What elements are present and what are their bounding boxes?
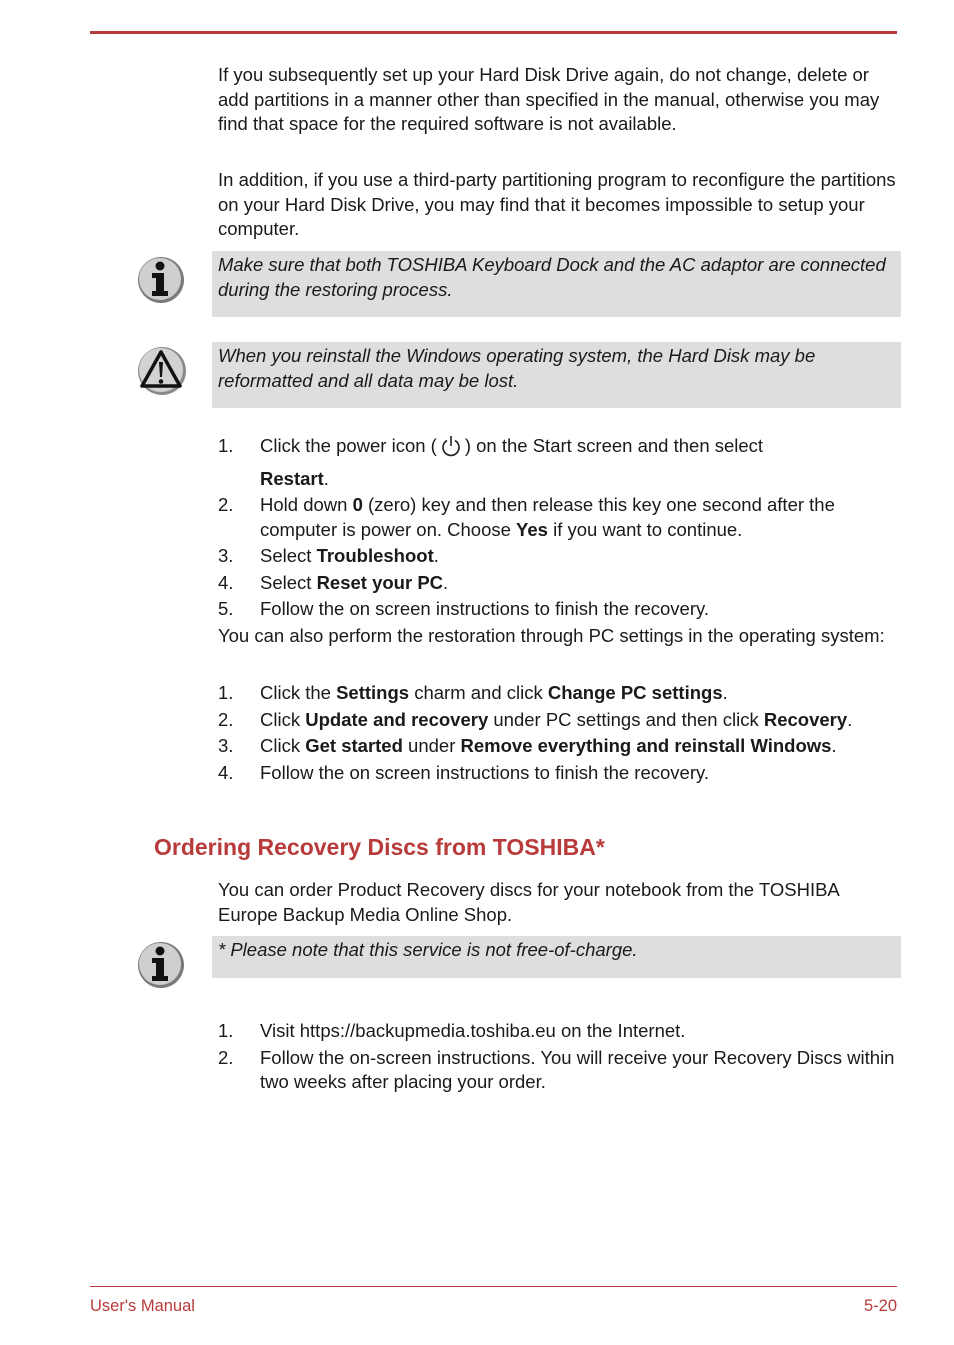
- step-number: 4.: [218, 761, 234, 783]
- list-item: [218, 761, 908, 786]
- step-text: ) on the Start screen and then select: [464, 435, 764, 456]
- step-text: Hold down: [260, 494, 353, 515]
- step-number: 1.: [218, 1020, 234, 1041]
- step-bold-text: Recovery: [763, 708, 848, 730]
- section-intro-text: You can order Product Recovery discs for your notebook from the TOSHIBA Europe Backup Media Online Shop.: [218, 879, 839, 925]
- step-number: 2.: [218, 708, 234, 730]
- step-number: 1.: [218, 682, 234, 703]
- step-text: Select: [260, 545, 317, 566]
- header-rule: [90, 31, 897, 34]
- step-bold-text: Remove everything and reinstall Windows: [460, 735, 832, 756]
- restart-steps-list: [218, 432, 908, 622]
- list-item: [218, 432, 908, 493]
- list-item: [218, 1046, 908, 1095]
- step-bold-text: Reset your PC: [316, 571, 444, 593]
- step-text: under: [402, 735, 461, 756]
- step-bold-text: Change PC settings: [547, 682, 723, 703]
- list-item: [218, 493, 908, 542]
- step-number: 4.: [218, 571, 234, 593]
- list-item: [218, 597, 908, 622]
- info-icon: [136, 253, 186, 312]
- section-heading: Ordering Recovery Discs from TOSHIBA*: [154, 834, 605, 860]
- step-number: 2.: [218, 1046, 234, 1068]
- list-item: [218, 734, 908, 759]
- step-text: .: [847, 708, 853, 730]
- step-number: 2.: [218, 494, 234, 515]
- order-steps-list: [218, 1019, 908, 1095]
- step-number: 5.: [218, 598, 234, 619]
- step-text: Click: [260, 735, 306, 756]
- page-number: 5-20: [863, 1297, 897, 1315]
- step-text: .: [433, 545, 439, 566]
- step-bold-text: Yes: [516, 518, 548, 540]
- step-text: Follow the on screen instructions to finish the recovery.: [260, 598, 710, 619]
- step-number: 1.: [218, 435, 234, 456]
- step-number: 3.: [218, 735, 234, 756]
- step-text: (zero) key and then release this key one second after the computer is power on. Choose: [260, 494, 835, 540]
- step-bold-text: Troubleshoot: [316, 545, 434, 566]
- footer-rule: [90, 1286, 897, 1287]
- footer-title: User's Manual: [90, 1297, 195, 1315]
- list-item: [218, 571, 908, 596]
- warning-note: When you reinstall the Windows operating system, the Hard Disk may be reformatted and all data may be lost.: [212, 342, 901, 408]
- intro-paragraph-2: In addition, if you use a third-party partitioning program to reconfigure the partitions on your Hard Disk Drive, you may find that it becomes impossible to setup your computer.: [218, 169, 896, 239]
- step-text: Follow the on screen instructions to finish the recovery.: [260, 761, 710, 783]
- step-text: .: [831, 735, 837, 756]
- step-text: .: [443, 571, 449, 593]
- step-text: Click the power icon (: [260, 435, 437, 456]
- list-item: [218, 681, 908, 706]
- step-text: Follow the on-screen instructions. You will receive your Recovery Discs within two weeks after placing your order.: [260, 1046, 895, 1092]
- step-bold-text: 0: [352, 494, 363, 515]
- step-text: if you want to continue.: [547, 518, 743, 540]
- pc-settings-steps-list: [218, 681, 908, 785]
- list-item: [218, 1019, 908, 1044]
- power-icon: [441, 435, 461, 465]
- step-number: 3.: [218, 545, 234, 566]
- step-text: .: [722, 682, 728, 703]
- step-text: Select: [260, 571, 317, 593]
- step-text: Click the: [260, 682, 337, 703]
- step-text: Visit https://backupmedia.toshiba.eu on the Internet.: [260, 1020, 686, 1041]
- step-text: charm and click: [409, 682, 548, 703]
- info-icon: [136, 938, 186, 997]
- step-text: under PC settings and then click: [488, 708, 764, 730]
- step-text: Click: [260, 708, 306, 730]
- warning-icon: [136, 344, 188, 403]
- step-bold-text: Restart: [260, 468, 324, 489]
- step-bold-text: Get started: [305, 735, 403, 756]
- info-note-2: * Please note that this service is not free-of-charge.: [212, 936, 901, 978]
- info-note-1: Make sure that both TOSHIBA Keyboard Dock and the AC adaptor are connected during the restoring process.: [212, 251, 901, 317]
- list-item: [218, 544, 908, 569]
- step-bold-text: Update and recovery: [305, 708, 489, 730]
- step-text: .: [323, 468, 329, 489]
- intro-paragraph-1: If you subsequently set up your Hard Disk Drive again, do not change, delete or add partitions in a manner other than specified in the manual, otherwise you may find that space for the required software is not available.: [218, 64, 880, 134]
- list-item: [218, 708, 908, 733]
- step-bold-text: Settings: [336, 682, 410, 703]
- alternative-method-text: You can also perform the restoration through PC settings in the operating system:: [218, 625, 885, 646]
